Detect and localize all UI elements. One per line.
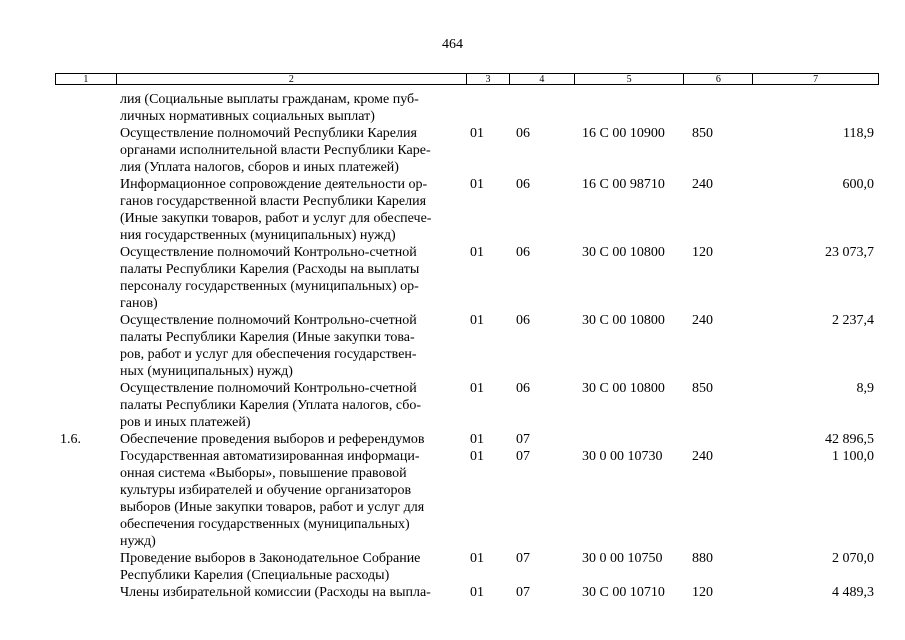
row-section: 01 [470, 245, 484, 260]
table-row [0, 244, 905, 312]
table-row [0, 431, 905, 448]
description-line: Информационное сопровождение деятельности ор- [120, 177, 428, 192]
row-target-code: 30 0 00 10730 [582, 449, 663, 464]
row-amount: 1 100,0 [832, 449, 874, 464]
table-row [0, 380, 905, 431]
header-col-7: 7 [813, 74, 819, 85]
description-line: Проведение выборов в Законодательное Собрание [120, 551, 421, 566]
row-subsection: 06 [516, 126, 530, 141]
row-section: 01 [470, 177, 484, 192]
table-row [0, 125, 905, 176]
description-line: лия (Социальные выплаты гражданам, кроме пуб- [120, 92, 419, 107]
row-number: 1.6. [60, 432, 81, 447]
row-amount: 600,0 [842, 177, 874, 192]
description-line: выборов (Иные закупки товаров, работ и услуг для [120, 500, 425, 515]
description-line: ганов государственной власти Республики Карелия [120, 194, 427, 209]
row-section: 01 [470, 432, 484, 447]
row-description [120, 91, 465, 125]
row-section: 01 [470, 585, 484, 600]
row-description [120, 380, 465, 431]
description-line: ров и иных платежей) [120, 415, 251, 430]
description-line: (Иные закупки товаров, работ и услуг для обеспече- [120, 211, 432, 226]
page-number: 464 [442, 37, 463, 52]
row-subsection: 06 [516, 381, 530, 396]
description-line: лия (Уплата налогов, сборов и иных платежей) [120, 160, 399, 175]
row-section: 01 [470, 313, 484, 328]
row-target-code: 16 С 00 10900 [582, 126, 665, 141]
description-line: Осуществление полномочий Контрольно-счетной [120, 381, 417, 396]
row-amount: 42 896,5 [825, 432, 874, 447]
row-target-code: 16 С 00 98710 [582, 177, 665, 192]
description-line: Члены избирательной комиссии (Расходы на выпла- [120, 585, 431, 600]
row-subsection: 07 [516, 449, 530, 464]
description-line: ров, работ и услуг для обеспечения государствен- [120, 347, 417, 362]
header-col-3: 3 [467, 74, 510, 84]
row-description [120, 176, 465, 244]
description-line: Осуществление полномочий Республики Карелия [120, 126, 417, 141]
row-description [120, 244, 465, 312]
row-subsection: 07 [516, 551, 530, 566]
row-section: 01 [470, 381, 484, 396]
row-description [120, 584, 465, 601]
table-row [0, 584, 905, 601]
row-target-code: 30 С 00 10800 [582, 313, 665, 328]
row-subsection: 06 [516, 313, 530, 328]
row-amount: 2 070,0 [832, 551, 874, 566]
header-col-6: 6 [684, 74, 753, 84]
table-row [0, 176, 905, 244]
description-line: Обеспечение проведения выборов и референдумов [120, 432, 425, 447]
header-col-4: 4 [510, 74, 575, 84]
table-row [0, 550, 905, 584]
header-col-2: 2 [117, 74, 467, 84]
table-body [0, 91, 905, 601]
table-row [0, 448, 905, 550]
description-line: ных (муниципальных) нужд) [120, 364, 293, 379]
row-subsection: 06 [516, 245, 530, 260]
row-description [120, 431, 465, 448]
row-expense-type: 850 [692, 381, 713, 396]
row-description [120, 312, 465, 380]
description-line: ганов) [120, 296, 158, 311]
row-amount: 2 237,4 [832, 313, 874, 328]
row-description [120, 448, 465, 550]
header-col-1: 1 [56, 74, 117, 84]
row-section: 01 [470, 551, 484, 566]
description-line: обеспечения государственных (муниципальных) [120, 517, 410, 532]
description-line: Республики Карелия (Специальные расходы) [120, 568, 390, 583]
description-line: культуры избирателей и обучение организаторов [120, 483, 412, 498]
row-expense-type: 120 [692, 585, 713, 600]
table-row [0, 312, 905, 380]
description-line: личных нормативных социальных выплат) [120, 109, 375, 124]
description-line: палаты Республики Карелия (Уплата налогов, сбо- [120, 398, 422, 413]
row-target-code: 30 С 00 10800 [582, 245, 665, 260]
row-expense-type: 880 [692, 551, 713, 566]
row-expense-type: 240 [692, 177, 713, 192]
row-expense-type: 850 [692, 126, 713, 141]
table-header [55, 73, 879, 85]
row-target-code: 30 С 00 10800 [582, 381, 665, 396]
header-col-5: 5 [575, 74, 685, 84]
description-line: Осуществление полномочий Контрольно-счетной [120, 245, 417, 260]
description-line: персоналу государственных (муниципальных) ор- [120, 279, 419, 294]
row-subsection: 07 [516, 585, 530, 600]
table-row [0, 91, 905, 125]
row-target-code: 30 0 00 10750 [582, 551, 663, 566]
row-description [120, 125, 465, 176]
row-section: 01 [470, 449, 484, 464]
description-line: онная система «Выборы», повышение правовой [120, 466, 407, 481]
description-line: ния государственных (муниципальных) нужд) [120, 228, 396, 243]
row-section: 01 [470, 126, 484, 141]
row-target-code: 30 С 00 10710 [582, 585, 665, 600]
description-line: Государственная автоматизированная информаци- [120, 449, 420, 464]
row-expense-type: 240 [692, 313, 713, 328]
row-amount: 23 073,7 [825, 245, 874, 260]
description-line: палаты Республики Карелия (Расходы на выплаты [120, 262, 420, 277]
row-amount: 8,9 [856, 381, 874, 396]
row-expense-type: 120 [692, 245, 713, 260]
description-line: органами исполнительной власти Республики Каре- [120, 143, 431, 158]
row-subsection: 06 [516, 177, 530, 192]
row-amount: 118,9 [843, 126, 874, 141]
row-amount: 4 489,3 [832, 585, 874, 600]
description-line: палаты Республики Карелия (Иные закупки това- [120, 330, 415, 345]
description-line: нужд) [120, 534, 156, 549]
description-line: Осуществление полномочий Контрольно-счетной [120, 313, 417, 328]
row-subsection: 07 [516, 432, 530, 447]
row-description [120, 550, 465, 584]
row-expense-type: 240 [692, 449, 713, 464]
